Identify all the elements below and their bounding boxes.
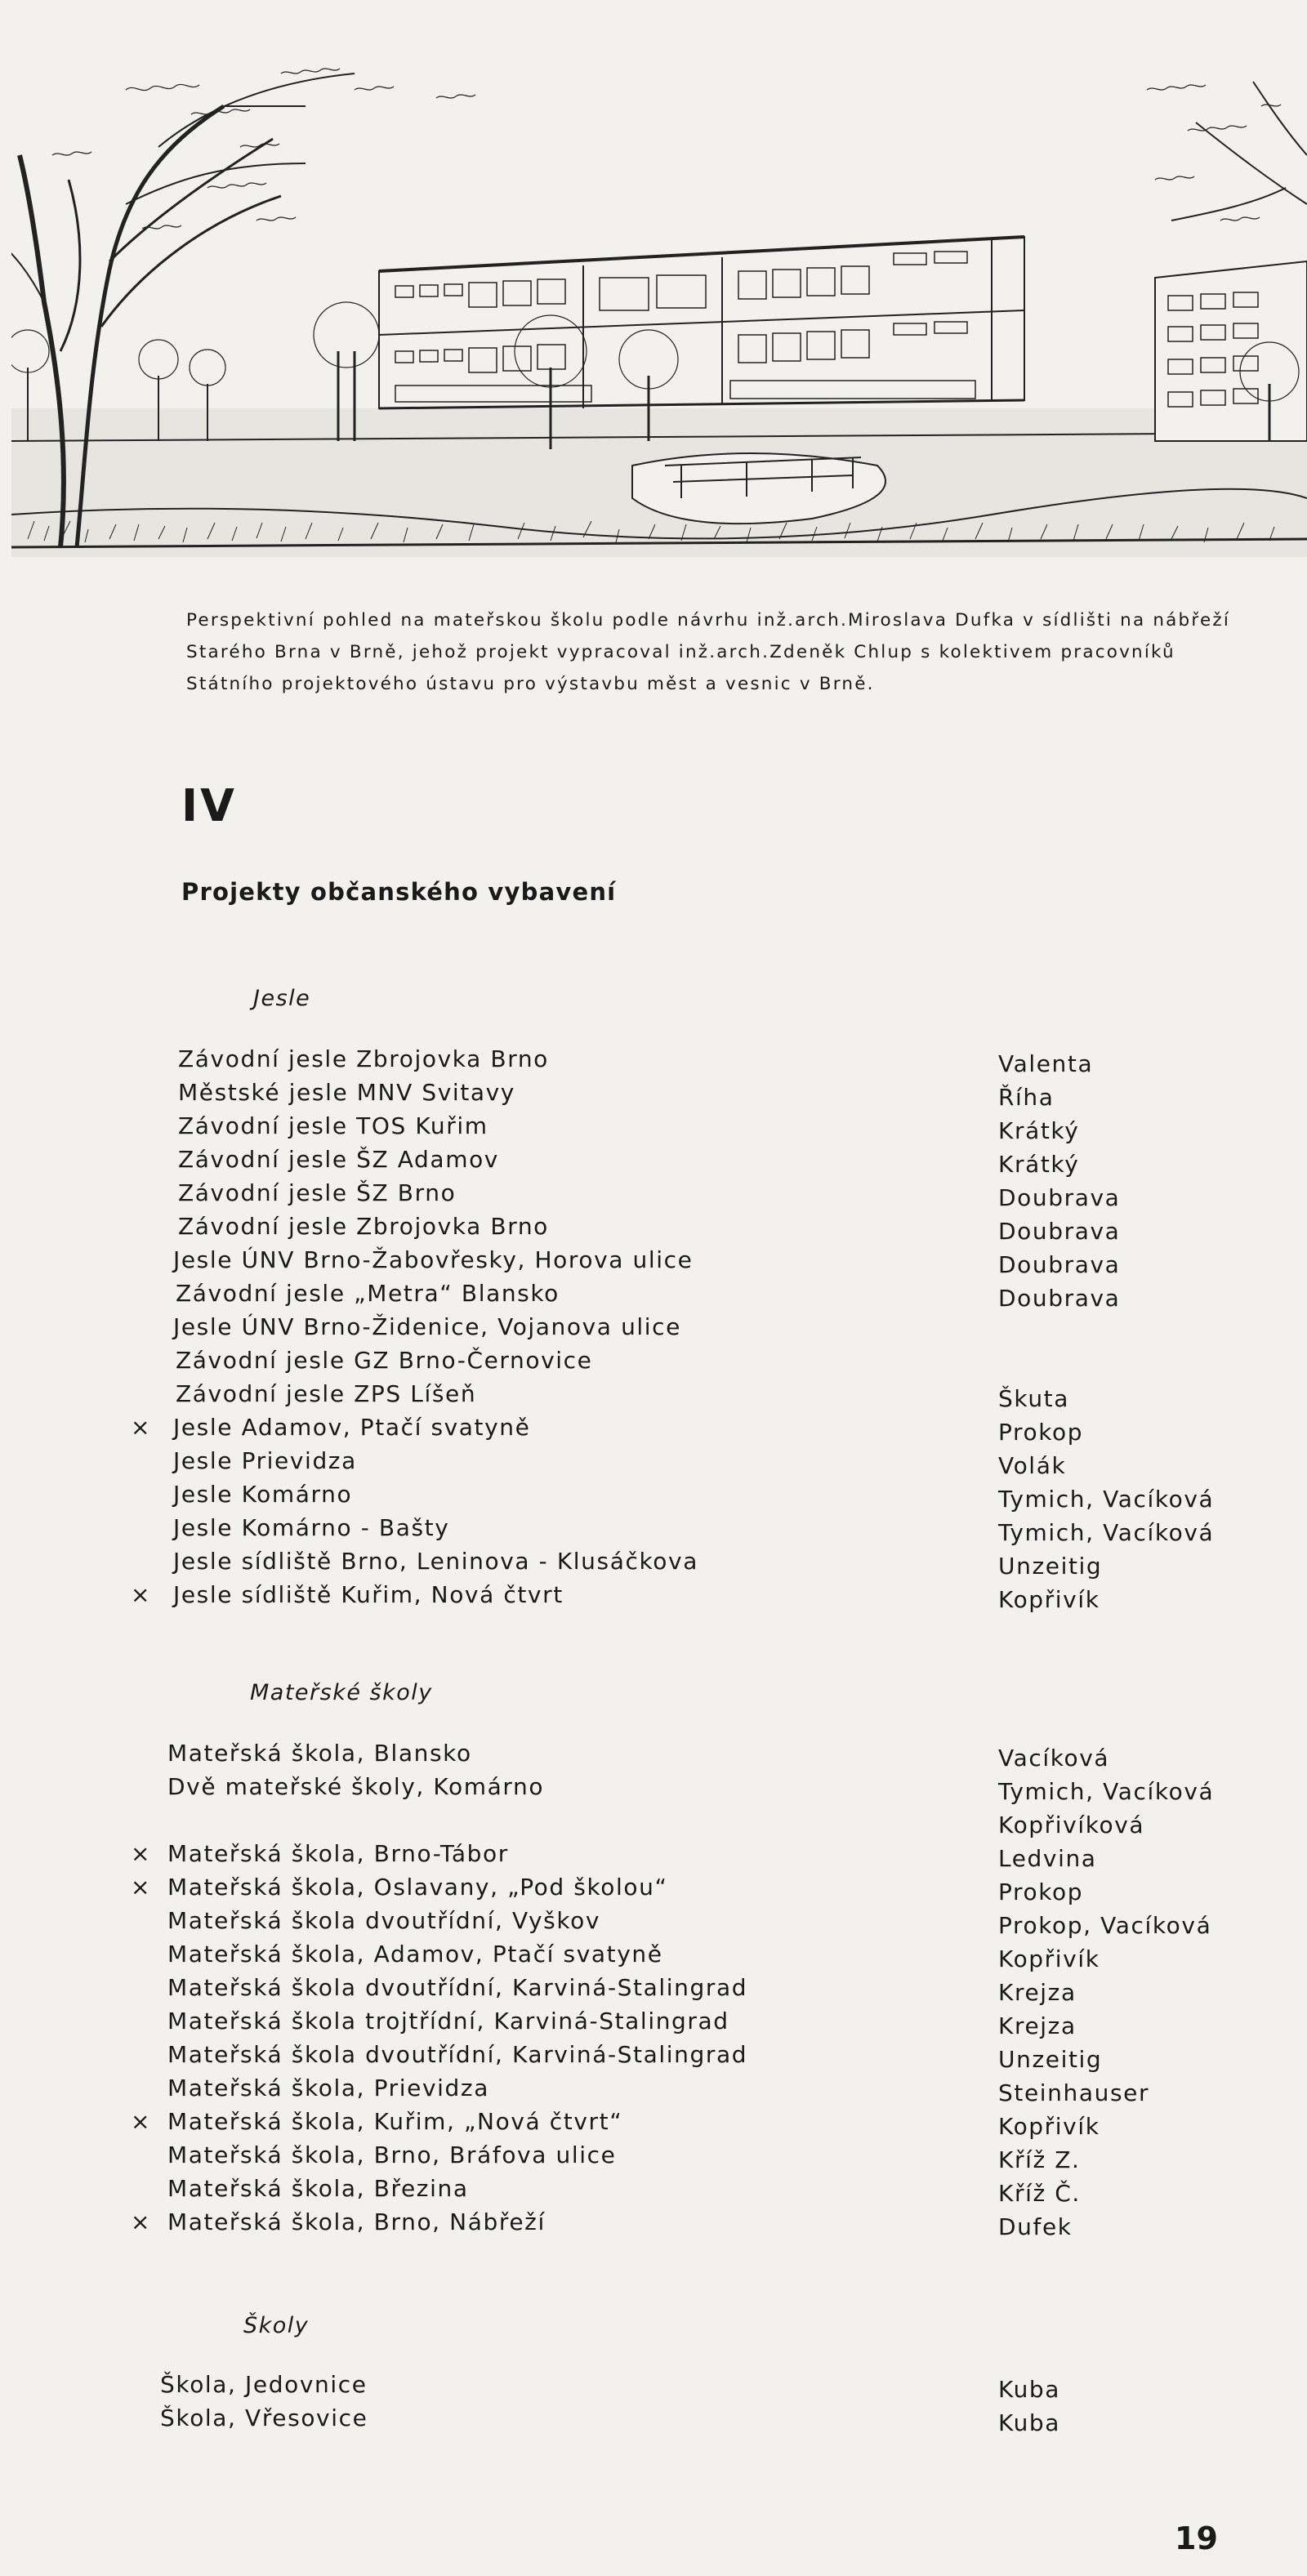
project-title: Mateřská škola dvoutřídní, Karviná-Stalingrad [167,1974,748,2001]
project-author: Kopřivík [998,1945,1100,1972]
project-title: Mateřská škola, Brno, Nábřeží [167,2208,546,2235]
project-author: Doubrava [998,1251,1121,1278]
project-title: Závodní jesle ŠZ Adamov [178,1146,499,1173]
project-title: Městské jesle MNV Svitavy [178,1079,515,1106]
project-title: Mateřská škola, Brno-Tábor [167,1840,509,1867]
project-author: Krátký [998,1151,1080,1178]
project-title: Mateřská škola dvoutřídní, Karviná-Stalingrad [167,2041,748,2068]
marker: × [131,2108,152,2135]
section-heading-skoly: Školy [243,2313,310,2338]
project-author: Prokop, Vacíková [998,1912,1212,1939]
section-heading-jesle: Jesle [253,986,311,1011]
project-author: Steinhauser [998,2079,1150,2106]
list-item [0,2008,1307,2041]
project-author: Tymich, Vacíková [998,1778,1215,1805]
project-author: Krátký [998,1117,1080,1144]
list-item [0,1313,1307,1347]
marker: × [131,1874,152,1901]
project-author: Valenta [998,1050,1094,1077]
project-author: Kopřivík [998,2113,1100,2140]
list-item [0,1941,1307,1974]
project-title: Jesle Komárno [173,1481,353,1508]
project-title: Mateřská škola, Březina [167,2175,469,2202]
list-item [0,2075,1307,2108]
project-title: Jesle Prievidza [173,1447,357,1474]
list-item [0,1079,1307,1112]
project-title: Škola, Jedovnice [160,2371,368,2398]
project-title: Závodní jesle ŠZ Brno [178,1179,457,1206]
list-item [0,1581,1307,1615]
list-item [0,1213,1307,1246]
project-author: Krejza [998,1979,1077,2006]
project-title: Mateřská škola, Oslavany, „Pod školou“ [167,1874,668,1901]
page-number: 19 [1175,2520,1218,2556]
list-item [0,1907,1307,1941]
project-author: Prokop [998,1419,1084,1446]
project-author: Kopřivíková [998,1812,1145,1838]
list-item [0,1481,1307,1514]
illustration-caption: Perspektivní pohled na mateřskou školu podle návrhu inž.arch.Miroslava Dufka v sídlišti na nábřeží Starého Brna v Brně, jehož projekt vypracoval inž.arch.Zdeněk Chlup s kolektivem pracovníků Státního projektového ústavu pro výstavbu měst a vesnic v Brně. [186,610,1231,694]
project-author: Škuta [998,1385,1070,1412]
list-item [0,1447,1307,1481]
list-item [0,1112,1307,1146]
project-title: Mateřská škola, Prievidza [167,2075,489,2101]
project-author: Dufek [998,2213,1073,2240]
list-item [0,1179,1307,1213]
project-title: Jesle sídliště Brno, Leninova - Klusáčkova [173,1548,698,1575]
list-item [0,2404,1307,2438]
project-author: Ledvina [998,1845,1097,1872]
marker: × [131,1414,152,1441]
list-item [0,1414,1307,1447]
project-author: Doubrava [998,1218,1121,1245]
project-title: Závodní jesle „Metra“ Blansko [176,1280,560,1307]
project-title: Mateřská škola, Blansko [167,1740,472,1767]
project-author: Unzeitig [998,1553,1103,1580]
list-item [0,1380,1307,1414]
project-author: Říha [998,1084,1055,1111]
project-title: Mateřská škola, Kuřim, „Nová čtvrt“ [167,2108,623,2135]
project-author: Doubrava [998,1285,1121,1312]
list-item [0,2108,1307,2141]
marker: × [131,2208,152,2235]
project-title: Závodní jesle TOS Kuřim [178,1112,488,1139]
project-title: Mateřská škola dvoutřídní, Vyškov [167,1907,601,1934]
project-title: Škola, Vřesovice [160,2404,368,2431]
school-perspective-drawing [11,57,1307,557]
project-title: Jesle ÚNV Brno-Židenice, Vojanova ulice [173,1313,681,1340]
list-item [0,1347,1307,1380]
list-item [0,2175,1307,2208]
list-item [0,1773,1307,1807]
chapter-title: Projekty občanského vybavení [181,878,617,906]
list-item [0,1280,1307,1313]
project-title: Závodní jesle ZPS Líšeň [176,1380,477,1407]
list-item [0,1045,1307,1079]
project-title: Mateřská škola, Adamov, Ptačí svatyně [167,1941,663,1968]
project-title: Mateřská škola trojtřídní, Karviná-Stalingrad [167,2008,729,2035]
project-author: Unzeitig [998,2046,1103,2073]
list-item [0,1874,1307,1907]
list-item [0,1514,1307,1548]
project-author: Kuba [998,2376,1061,2403]
list-item [0,2141,1307,2175]
project-title: Jesle ÚNV Brno-Žabovřesky, Horova ulice [173,1246,694,1273]
project-author: Vacíková [998,1745,1110,1772]
project-author: Kříž Z. [998,2146,1081,2173]
project-author: Kopřivík [998,1586,1100,1613]
project-title: Mateřská škola, Brno, Bráfova ulice [167,2141,617,2168]
list-item [0,1807,1307,1840]
list-item [0,1246,1307,1280]
list-item [0,2371,1307,2404]
project-title: Dvě mateřské školy, Komárno [167,1773,545,1800]
section-heading-materske-skoly: Mateřské školy [250,1680,433,1705]
list-item [0,1548,1307,1581]
marker: × [131,1840,152,1867]
project-author: Prokop [998,1879,1084,1905]
project-title: Jesle Adamov, Ptačí svatyně [173,1414,531,1441]
list-item [0,1840,1307,1874]
project-title: Závodní jesle GZ Brno-Černovice [176,1347,593,1374]
list-item [0,1146,1307,1179]
marker: × [131,1581,152,1608]
list-item [0,2041,1307,2075]
project-author: Tymich, Vacíková [998,1486,1215,1513]
chapter-number: IV [181,780,237,831]
project-title: Jesle Komárno - Bašty [173,1514,450,1541]
project-author: Tymich, Vacíková [998,1519,1215,1546]
list-item [0,2208,1307,2242]
project-author: Kuba [998,2409,1061,2436]
list-item [0,1974,1307,2008]
project-author: Volák [998,1452,1067,1479]
project-title: Jesle sídliště Kuřim, Nová čtvrt [173,1581,564,1608]
project-title: Závodní jesle Zbrojovka Brno [178,1045,549,1072]
list-item [0,1740,1307,1773]
project-author: Krejza [998,2012,1077,2039]
project-title: Závodní jesle Zbrojovka Brno [178,1213,549,1240]
project-author: Doubrava [998,1184,1121,1211]
project-author: Kříž Č. [998,2180,1081,2207]
